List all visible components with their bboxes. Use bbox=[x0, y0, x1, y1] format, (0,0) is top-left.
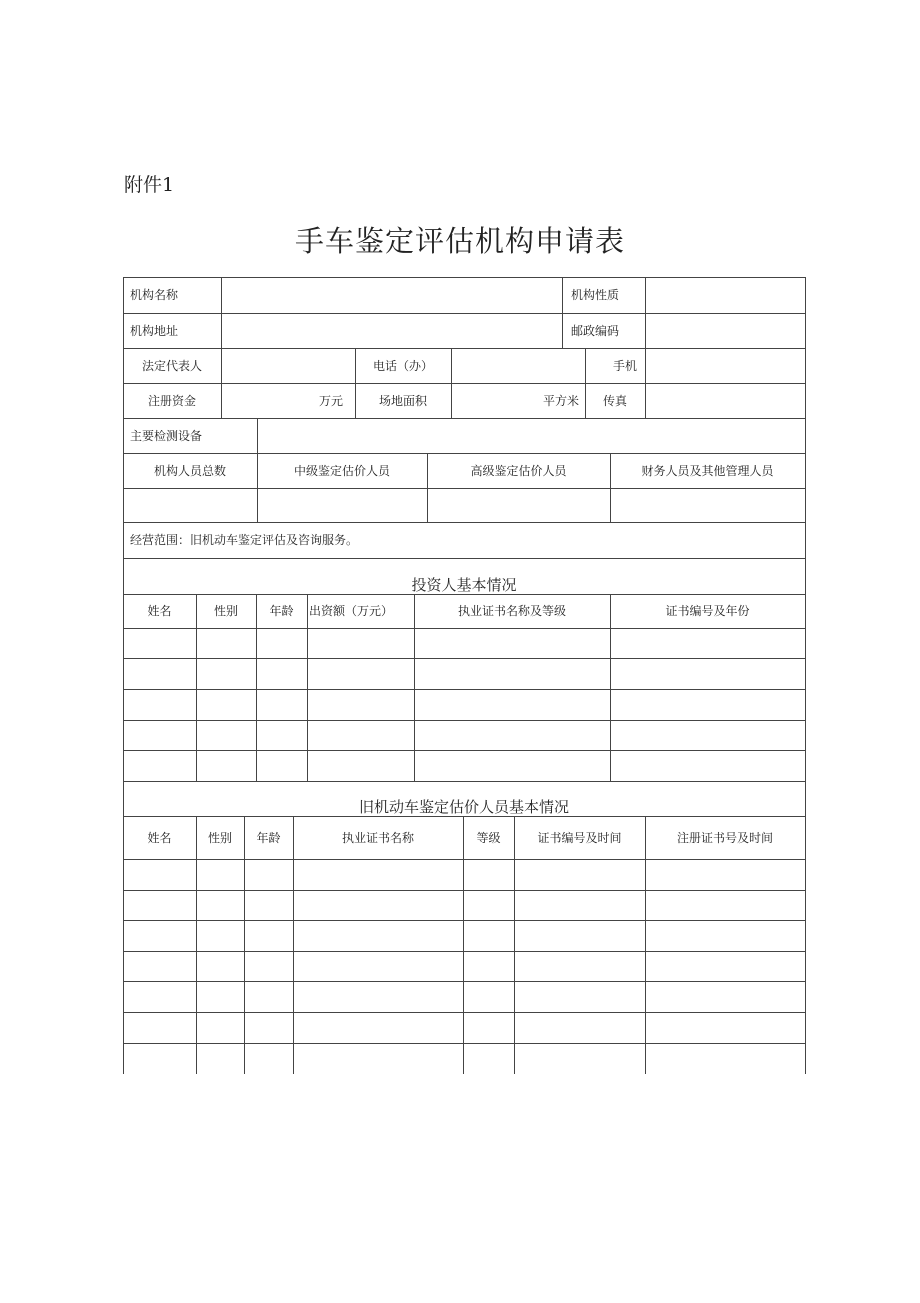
row-border bbox=[123, 594, 806, 595]
investor-cell[interactable] bbox=[258, 752, 306, 780]
application-form-table bbox=[123, 277, 806, 1074]
appraiser-cell[interactable] bbox=[465, 892, 513, 919]
investor-cell[interactable] bbox=[612, 630, 804, 657]
capital-unit: 万元 bbox=[318, 394, 343, 408]
investor-cell[interactable] bbox=[416, 722, 609, 749]
appraiser-cell[interactable] bbox=[295, 922, 462, 950]
appraiser-cell[interactable] bbox=[516, 861, 644, 889]
appraiser-cell[interactable] bbox=[295, 861, 462, 889]
appraiser-cell[interactable] bbox=[198, 953, 243, 980]
row-border bbox=[123, 522, 806, 523]
appraiser-cell[interactable] bbox=[516, 1014, 644, 1042]
mobile-field[interactable] bbox=[647, 350, 804, 382]
form-title: 手车鉴定评估机构申请表 bbox=[294, 224, 625, 258]
row-border bbox=[123, 383, 806, 384]
appraiser-cell[interactable] bbox=[125, 953, 195, 980]
row-border bbox=[123, 1043, 806, 1044]
appraiser-cell[interactable] bbox=[246, 1045, 292, 1073]
appraiser-cell[interactable] bbox=[647, 1014, 804, 1042]
appraiser-cell[interactable] bbox=[125, 1045, 195, 1073]
column-border bbox=[645, 816, 646, 1074]
row-border bbox=[123, 859, 806, 860]
investor-cell[interactable] bbox=[125, 630, 195, 657]
appraiser-col-header: 性别 bbox=[207, 831, 232, 845]
investor-cell[interactable] bbox=[198, 660, 255, 688]
equipment-field[interactable] bbox=[259, 420, 804, 452]
nature-field[interactable] bbox=[647, 279, 804, 312]
appraiser-col-header: 姓名 bbox=[147, 831, 172, 845]
capital-field[interactable] bbox=[223, 385, 354, 417]
appraiser-col-header: 等级 bbox=[476, 831, 501, 845]
column-border bbox=[645, 348, 646, 383]
investor-cell[interactable] bbox=[258, 722, 306, 749]
column-border bbox=[645, 277, 646, 313]
appraiser-cell[interactable] bbox=[198, 1014, 243, 1042]
senior-appraiser-field[interactable] bbox=[429, 490, 609, 521]
legal-rep-field[interactable] bbox=[223, 350, 354, 382]
row-border bbox=[123, 1012, 806, 1013]
investor-col-header: 出资额（万元） bbox=[309, 604, 394, 618]
appraiser-cell[interactable] bbox=[125, 922, 195, 950]
investor-cell[interactable] bbox=[125, 660, 195, 688]
appraiser-col-header: 年龄 bbox=[256, 831, 281, 845]
appraiser-cell[interactable] bbox=[125, 861, 195, 889]
row-border bbox=[123, 628, 806, 629]
appraiser-col-header: 执业证书名称 bbox=[341, 831, 414, 845]
site-area-label: 场地面积 bbox=[378, 394, 427, 408]
appraiser-cell[interactable] bbox=[198, 1045, 243, 1073]
nature-label: 机构性质 bbox=[571, 288, 620, 302]
row-border bbox=[123, 781, 806, 782]
row-border bbox=[123, 453, 806, 454]
investor-col-header: 性别 bbox=[213, 604, 238, 618]
row-border bbox=[123, 313, 806, 314]
row-border bbox=[123, 277, 806, 278]
row-border bbox=[123, 750, 806, 751]
senior-appraiser-label: 高级鉴定估价人员 bbox=[470, 464, 567, 478]
investor-cell[interactable] bbox=[125, 752, 195, 780]
address-label: 机构地址 bbox=[130, 324, 179, 338]
appraiser-cell[interactable] bbox=[125, 1014, 195, 1042]
row-border bbox=[123, 720, 806, 721]
appraiser-cell[interactable] bbox=[516, 922, 644, 950]
investor-cell[interactable] bbox=[309, 630, 413, 657]
investor-cell[interactable] bbox=[198, 630, 255, 657]
column-border bbox=[256, 594, 257, 781]
investor-cell[interactable] bbox=[258, 660, 306, 688]
investor-cell[interactable] bbox=[309, 752, 413, 780]
column-border bbox=[307, 594, 308, 781]
appraiser-col-header: 证书编号及时间 bbox=[537, 831, 622, 845]
appraiser-cell[interactable] bbox=[516, 983, 644, 1011]
mid-appraiser-field[interactable] bbox=[259, 490, 426, 521]
column-border bbox=[645, 313, 646, 348]
appraiser-cell[interactable] bbox=[246, 892, 292, 919]
appraiser-cell[interactable] bbox=[198, 922, 243, 950]
appraiser-cell[interactable] bbox=[295, 983, 462, 1011]
attachment-label: 附件1 bbox=[124, 174, 175, 196]
fax-field[interactable] bbox=[647, 385, 804, 417]
appraiser-cell[interactable] bbox=[295, 953, 462, 980]
row-border bbox=[123, 816, 806, 817]
investor-col-header: 证书编号及年份 bbox=[665, 604, 750, 618]
column-border bbox=[514, 816, 515, 1074]
investor-cell[interactable] bbox=[309, 722, 413, 749]
mid-appraiser-label: 中级鉴定估价人员 bbox=[293, 464, 390, 478]
equipment-label: 主要检测设备 bbox=[130, 429, 203, 443]
appraiser-cell[interactable] bbox=[246, 1014, 292, 1042]
investor-cell[interactable] bbox=[258, 630, 306, 657]
postcode-label: 邮政编码 bbox=[571, 324, 620, 338]
appraiser-cell[interactable] bbox=[125, 983, 195, 1011]
row-border bbox=[123, 658, 806, 659]
appraiser-cell[interactable] bbox=[647, 861, 804, 889]
appraiser-cell[interactable] bbox=[246, 922, 292, 950]
appraiser-col-header: 注册证书号及时间 bbox=[676, 831, 773, 845]
investor-cell[interactable] bbox=[416, 691, 609, 719]
appraiser-cell[interactable] bbox=[647, 922, 804, 950]
investor-cell[interactable] bbox=[125, 691, 195, 719]
column-border bbox=[221, 348, 222, 383]
appraiser-cell[interactable] bbox=[198, 861, 243, 889]
investor-col-header: 年龄 bbox=[269, 604, 294, 618]
staff-total-field[interactable] bbox=[125, 490, 256, 521]
investor-cell[interactable] bbox=[125, 722, 195, 749]
appraiser-cell[interactable] bbox=[516, 953, 644, 980]
investor-cell[interactable] bbox=[416, 660, 609, 688]
row-border bbox=[123, 890, 806, 891]
site-area-unit: 平方米 bbox=[542, 394, 579, 408]
appraiser-cell[interactable] bbox=[295, 1014, 462, 1042]
row-border bbox=[123, 348, 806, 349]
column-border bbox=[293, 816, 294, 1074]
fax-label: 传真 bbox=[603, 394, 628, 408]
investor-cell[interactable] bbox=[416, 752, 609, 780]
investor-cell[interactable] bbox=[416, 630, 609, 657]
investor-cell[interactable] bbox=[258, 691, 306, 719]
capital-label: 注册资金 bbox=[147, 394, 196, 408]
column-border bbox=[610, 594, 611, 781]
row-border bbox=[123, 488, 806, 489]
appraiser-cell[interactable] bbox=[246, 983, 292, 1011]
investor-cell[interactable] bbox=[612, 752, 804, 780]
appraiser-cell[interactable] bbox=[647, 1045, 804, 1073]
appraiser-cell[interactable] bbox=[465, 1045, 513, 1073]
column-border bbox=[221, 313, 222, 348]
investor-cell[interactable] bbox=[198, 752, 255, 780]
appraiser-cell[interactable] bbox=[465, 983, 513, 1011]
column-border bbox=[221, 277, 222, 313]
column-border bbox=[585, 383, 586, 418]
row-border bbox=[123, 951, 806, 952]
column-border bbox=[562, 313, 563, 348]
investor-cell[interactable] bbox=[309, 691, 413, 719]
column-border bbox=[463, 816, 464, 1074]
investor-cell[interactable] bbox=[198, 691, 255, 719]
postcode-field[interactable] bbox=[647, 315, 804, 347]
appraiser-cell[interactable] bbox=[246, 861, 292, 889]
row-border bbox=[123, 558, 806, 559]
appraiser-cell[interactable] bbox=[295, 892, 462, 919]
business-scope: 经营范围：旧机动车鉴定评估及咨询服务。 bbox=[130, 533, 359, 547]
column-border bbox=[562, 277, 563, 313]
appraiser-cell[interactable] bbox=[647, 983, 804, 1011]
appraiser-cell[interactable] bbox=[516, 892, 644, 919]
appraiser-cell[interactable] bbox=[647, 953, 804, 980]
office-phone-field[interactable] bbox=[453, 350, 584, 382]
appraiser-cell[interactable] bbox=[647, 892, 804, 919]
appraiser-cell[interactable] bbox=[465, 953, 513, 980]
name-label: 机构名称 bbox=[130, 288, 179, 302]
finance-staff-field[interactable] bbox=[612, 490, 804, 521]
appraiser-cell[interactable] bbox=[465, 861, 513, 889]
name-field[interactable] bbox=[223, 279, 561, 312]
investors-title: 投资人基本情况 bbox=[411, 576, 517, 594]
row-border bbox=[123, 981, 806, 982]
investor-cell[interactable] bbox=[612, 691, 804, 719]
column-border bbox=[196, 816, 197, 1074]
investor-cell[interactable] bbox=[309, 660, 413, 688]
appraiser-cell[interactable] bbox=[516, 1045, 644, 1073]
column-border bbox=[196, 594, 197, 781]
legal-rep-label: 法定代表人 bbox=[141, 359, 202, 373]
column-border bbox=[414, 594, 415, 781]
appraiser-cell[interactable] bbox=[198, 892, 243, 919]
staff-total-label: 机构人员总数 bbox=[153, 464, 226, 478]
address-field[interactable] bbox=[223, 315, 561, 347]
investor-cell[interactable] bbox=[198, 722, 255, 749]
appraisers-title: 旧机动车鉴定估价人员基本情况 bbox=[358, 798, 569, 816]
site-area-field[interactable] bbox=[453, 385, 584, 417]
appraiser-cell[interactable] bbox=[125, 892, 195, 919]
column-border bbox=[451, 348, 452, 383]
appraiser-cell[interactable] bbox=[465, 1014, 513, 1042]
column-border bbox=[645, 383, 646, 418]
column-border bbox=[257, 418, 258, 453]
appraiser-cell[interactable] bbox=[246, 953, 292, 980]
finance-staff-label: 财务人员及其他管理人员 bbox=[641, 464, 774, 478]
mobile-label: 手机 bbox=[612, 359, 637, 373]
row-border bbox=[123, 920, 806, 921]
investor-cell[interactable] bbox=[612, 722, 804, 749]
investor-col-header: 执业证书名称及等级 bbox=[457, 604, 566, 618]
appraiser-cell[interactable] bbox=[198, 983, 243, 1011]
column-border bbox=[244, 816, 245, 1074]
investor-col-header: 姓名 bbox=[147, 604, 172, 618]
column-border bbox=[805, 277, 806, 1074]
appraiser-cell[interactable] bbox=[465, 922, 513, 950]
row-border bbox=[123, 689, 806, 690]
investor-cell[interactable] bbox=[612, 660, 804, 688]
row-border bbox=[123, 418, 806, 419]
appraiser-cell[interactable] bbox=[295, 1045, 462, 1073]
office-phone-label: 电话（办） bbox=[372, 359, 433, 373]
